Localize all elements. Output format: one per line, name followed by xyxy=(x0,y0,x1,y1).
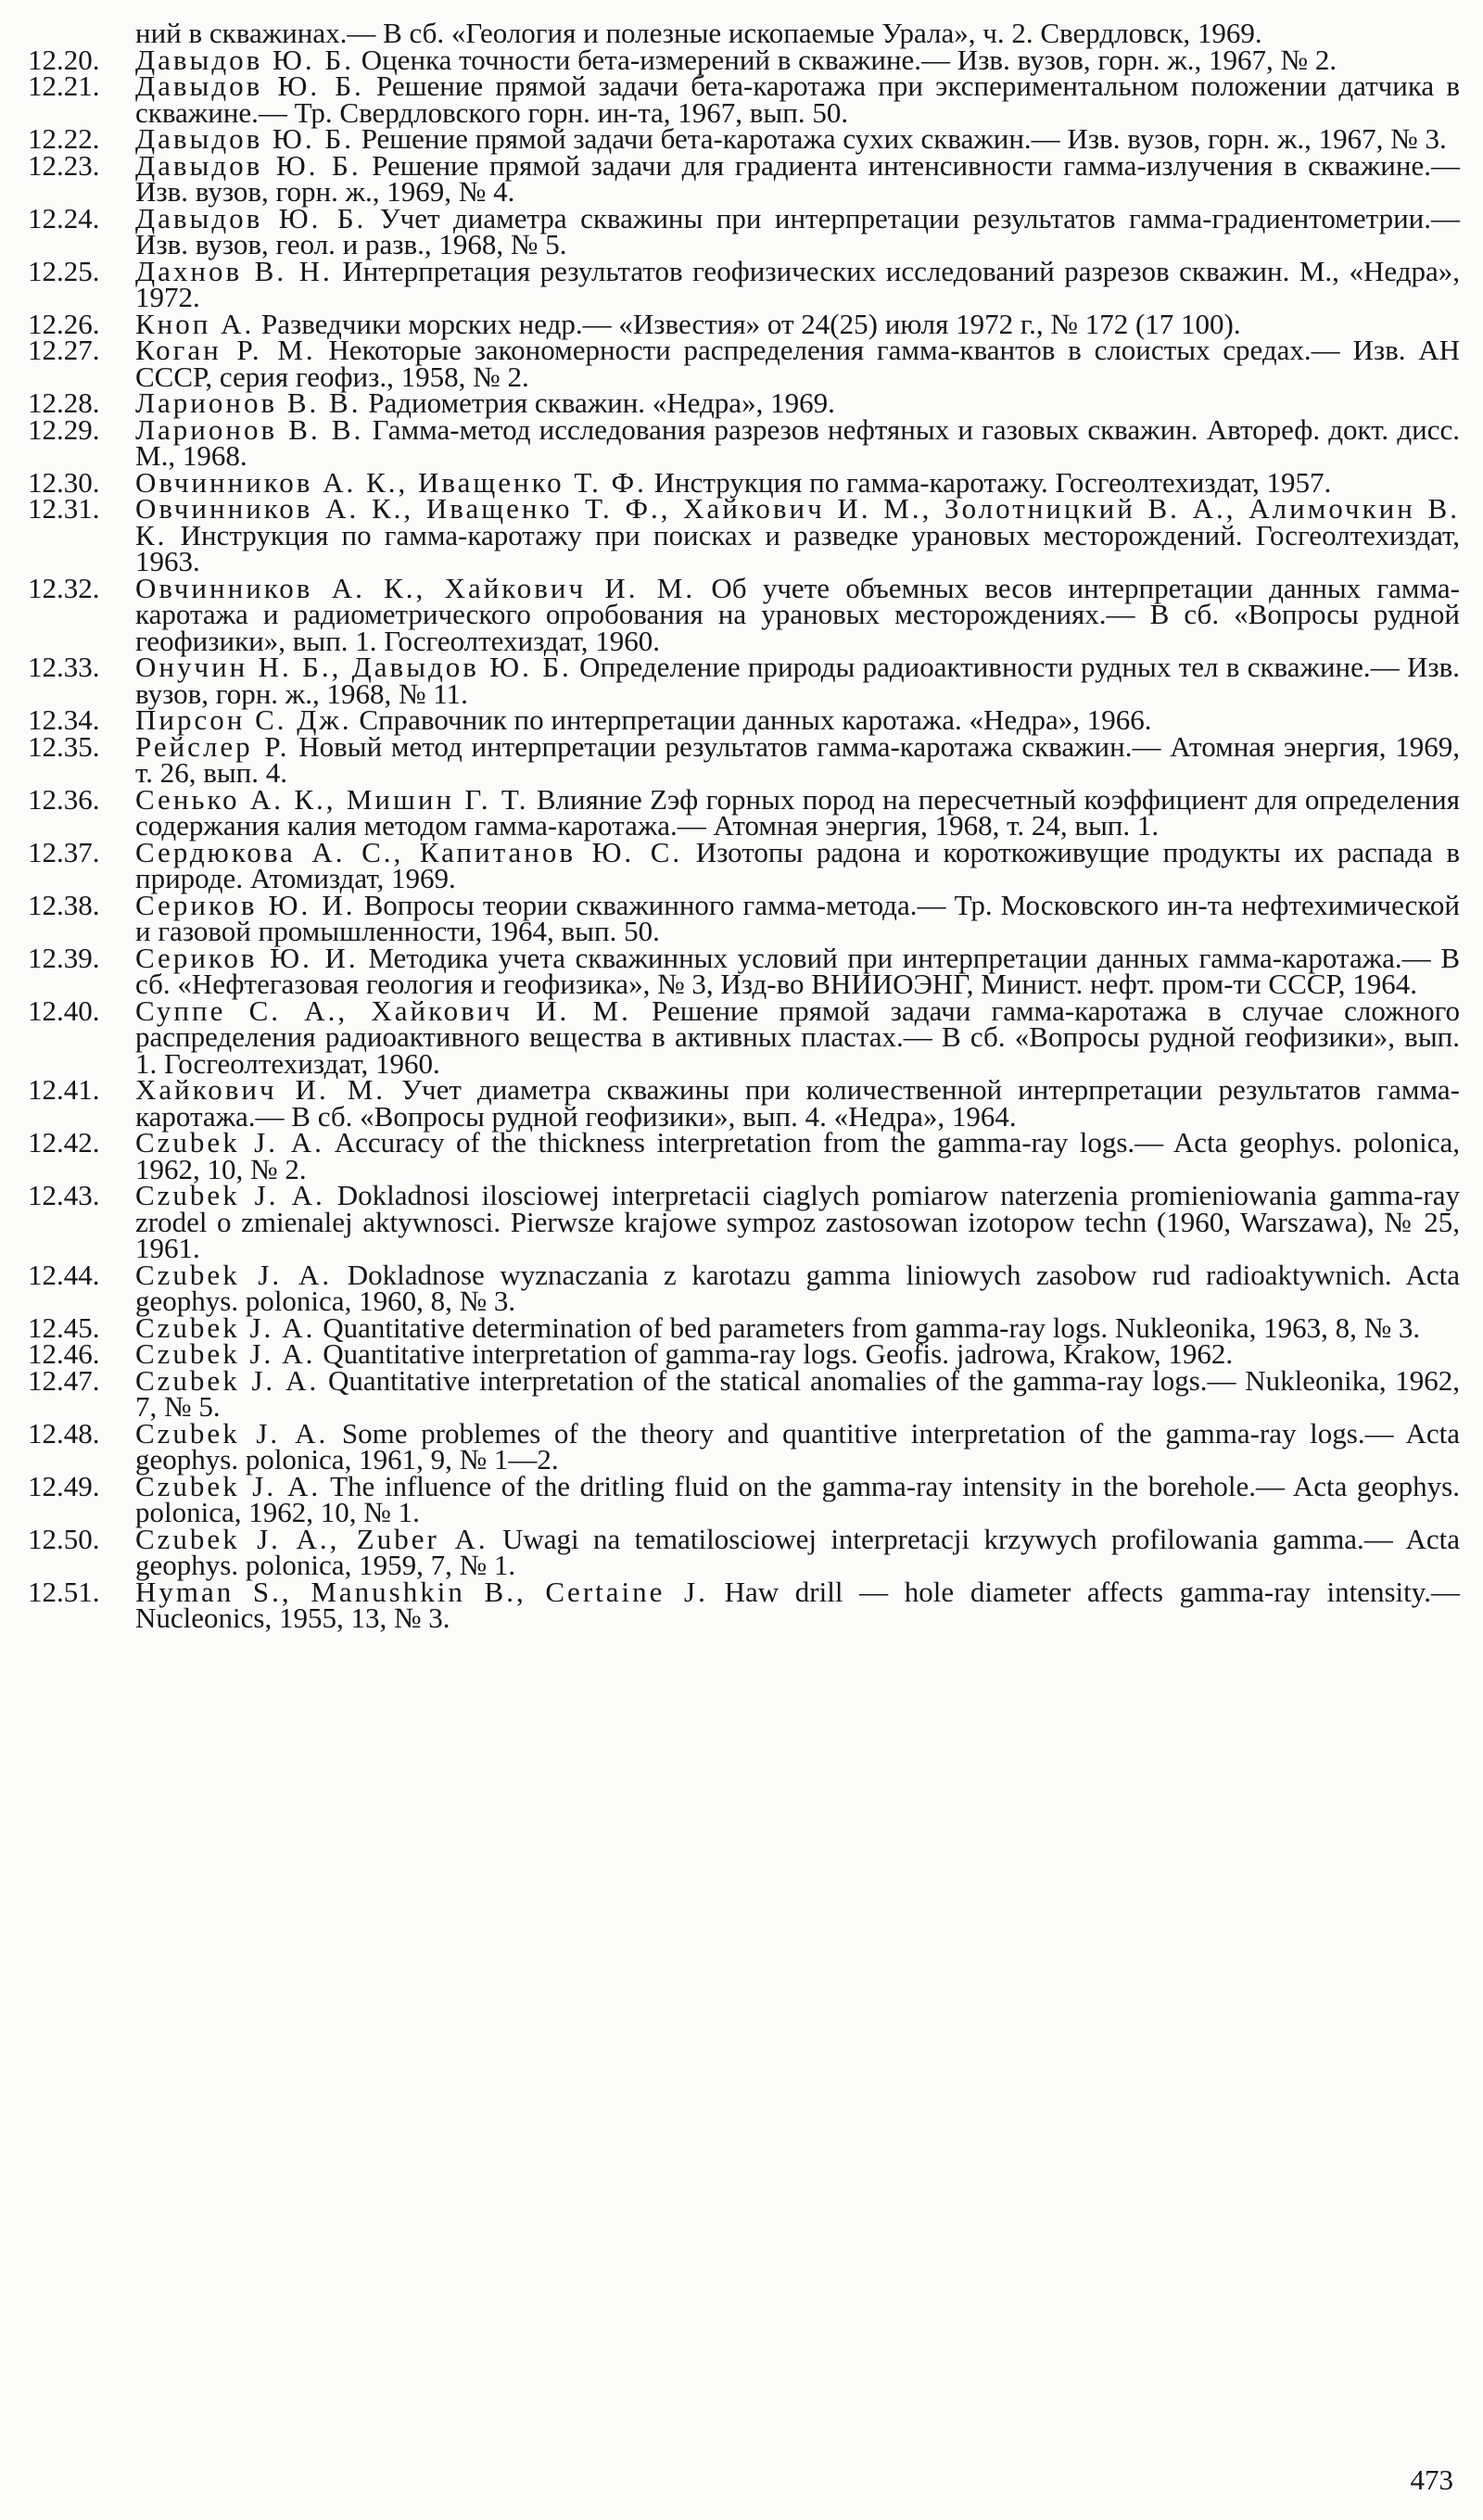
reference-author: Овчинников А. К., Иващенко Т. Ф. xyxy=(135,465,647,499)
reference-author: Давыдов Ю. Б. xyxy=(135,201,367,234)
reference-number: 12.50. xyxy=(28,1522,100,1555)
reference-text: Accuracy of the thickness interpretation from the gamma-ray logs.— Acta geophys. polonica, 1962, 10, № 2. xyxy=(135,1126,1460,1185)
reference-text: Справочник по интерпретации данных каротажа. «Недра», 1966. xyxy=(359,703,1152,736)
reference-number: 12.31. xyxy=(28,492,100,525)
reference-author: Czubek J. A. xyxy=(135,1311,316,1344)
reference-author: Czubek J. A., Zuber A. xyxy=(135,1522,488,1555)
reference-author: Ларионов В. В. xyxy=(135,412,364,446)
reference-number: 12.40. xyxy=(28,994,100,1027)
reference-text: Гамма-метод исследования разрезов нефтяных и газовых скважин. Автореф. докт. дисс. М., 1968. xyxy=(135,412,1460,472)
reference-number: 12.47. xyxy=(28,1363,100,1397)
reference-number: 12.30. xyxy=(28,465,100,499)
reference-author: Давыдов Ю. Б. xyxy=(135,122,354,155)
reference-entry xyxy=(28,201,1461,260)
reference-author: Давыдов Ю. Б. xyxy=(135,43,354,76)
reference-number: 12.28. xyxy=(28,386,100,419)
reference-number: 12.35. xyxy=(28,729,100,763)
reference-text: Определение природы радиоактивности рудных тел в скважине.— Изв. вузов, горн. ж., 1968, № 11. xyxy=(135,651,1460,710)
reference-author: Пирсон С. Дж. xyxy=(135,703,352,736)
reference-author: Czubek J. A. xyxy=(135,1337,316,1370)
reference-number: 12.38. xyxy=(28,888,100,921)
reference-entry xyxy=(28,1416,1461,1475)
reference-number: 12.44. xyxy=(28,1258,100,1291)
reference-number: 12.48. xyxy=(28,1416,100,1450)
reference-number: 12.34. xyxy=(28,703,100,736)
reference-text: Разведчики морских недр.— «Известия» от 24(25) июля 1972 г., № 172 (17 100). xyxy=(261,307,1241,340)
reference-text: Учет диаметра скважины при количественной интерпретации результатов гамма-каротажа.— В сб. «Вопросы рудной геофизики», вып. 4. «Недра», 1964. xyxy=(135,1073,1461,1133)
reference-author: Дахнов В. Н. xyxy=(135,254,333,287)
reference-text: Вопросы теории скважинного гамма-метода.— Тр. Московского ин-та нефтехимической и газовой промышленности, 1964, вып. 50. xyxy=(135,888,1461,947)
reference-text: Haw drill — hole diameter affects gamma-ray intensity.— Nucleonics, 1955, 13, № 3. xyxy=(135,1575,1460,1634)
reference-author: Hyman S., Manushkin B., Certaine J. xyxy=(135,1575,708,1608)
reference-author: Хайкович И. М. xyxy=(135,1073,387,1106)
reference-entry xyxy=(28,651,1460,710)
reference-author: Czubek J. A. xyxy=(135,1258,333,1291)
reference-entry xyxy=(28,1126,1460,1185)
reference-text: Оценка точности бета-измерений в скважине.— Изв. вузов, горн. ж., 1967, № 2. xyxy=(361,43,1337,76)
reference-entry xyxy=(28,941,1461,1000)
reference-text: Решение прямой задачи для градиента интенсивности гамма-излучения в скважине.— Изв. вузов, горн. ж., 1969, № 4. xyxy=(135,148,1460,208)
reference-text: Методика учета скважинных условий при интерпретации данных гамма-каротажа.— В сб. «Нефтегазовая геология и геофизика», № 3, Изд-во ВНИИОЭНГ, Минист. нефт. пром-ти СССР, 1964. xyxy=(135,941,1461,1000)
reference-entry xyxy=(28,1073,1461,1133)
reference-number: 12.33. xyxy=(28,651,100,683)
reference-entry xyxy=(28,729,1460,789)
reference-entry xyxy=(28,1522,1460,1581)
reference-number: 12.21. xyxy=(28,70,100,102)
reference-author: Рейслер Р. xyxy=(135,729,290,763)
reference-entries xyxy=(28,43,1461,1634)
reference-entry xyxy=(28,571,1461,657)
reference-author: Овчинников А. К., Иващенко Т. Ф., Хайкович И. М., Золотницкий В. А., Алимочкин В. К. xyxy=(135,492,1460,551)
reference-number: 12.51. xyxy=(28,1575,100,1608)
reference-text: Dokladnosi ilosciowej interpretacii ciaglych pomiarow naterzenia promieniowania gamma-ray zrodel o zmienalej aktywnosci. Pierwsze krajowe sympoz zastosowan izotopow techn (1960, Warszawa), № 25, 1961. xyxy=(135,1179,1461,1264)
reference-entry xyxy=(28,1363,1461,1423)
reference-text: Uwagi na tematilosciowej interpretacji krzywych profilowania gamma.— Acta geophys. polonica, 1959, 7, № 1. xyxy=(135,1522,1460,1581)
reference-number: 12.24. xyxy=(28,201,100,234)
reference-text: Some problemes of the theory and quantitive interpretation of the gamma-ray logs.— Acta geophys. polonica, 1961, 9, № 1—2. xyxy=(135,1416,1461,1475)
reference-author: Давыдов Ю. Б. xyxy=(135,148,361,182)
reference-author: Сердюкова А. С., Капитанов Ю. С. xyxy=(135,835,683,868)
reference-number: 12.49. xyxy=(28,1469,100,1502)
page-number: 473 xyxy=(1410,2463,1453,2496)
reference-text: Интерпретация результатов геофизических исследований разрезов скважин. М., «Недра», 1972. xyxy=(135,254,1460,313)
reference-number: 12.37. xyxy=(28,835,100,868)
reference-author: Давыдов Ю. Б. xyxy=(135,70,364,102)
reference-entry xyxy=(28,1575,1460,1634)
reference-text: Изотопы радона и короткоживущие продукты их распада в природе. Атомиздат, 1969. xyxy=(135,835,1460,894)
reference-number: 12.41. xyxy=(28,1073,100,1106)
reference-number: 12.23. xyxy=(28,148,100,182)
reference-entry xyxy=(28,994,1461,1080)
reference-number: 12.39. xyxy=(28,941,100,974)
reference-text: Радиометрия скважин. «Недра», 1969. xyxy=(368,386,835,419)
reference-text: Quantitative interpretation of gamma-ray logs. Geofis. jadrowa, Krakow, 1962. xyxy=(323,1337,1234,1370)
reference-text: Решение прямой задачи бета-каротажа при экспериментальном положении датчика в скважине.— Тр. Свердловского горн. ин-та, 1967, вып. 50. xyxy=(135,70,1460,129)
reference-author: Коган Р. М. xyxy=(135,334,316,366)
reference-number: 12.36. xyxy=(28,782,100,816)
reference-entry xyxy=(28,70,1460,129)
reference-entry xyxy=(28,1469,1460,1528)
reference-number: 12.26. xyxy=(28,307,100,340)
reference-entry xyxy=(28,1258,1460,1317)
reference-entry xyxy=(28,254,1460,313)
reference-text: Об учете объемных весов интерпретации данных гамма-каротажа и радиометрического опробования на урановых месторождениях.— В сб. «Вопросы рудной геофизики», вып. 1. Госгеолтехиздат, 1960. xyxy=(135,571,1461,657)
reference-text: Решение прямой задачи гамма-каротажа в случае сложного распределения радиоактивного вещества в активных пластах.— В сб. «Вопросы рудной геофизики», вып. 1. Госгеолтехиздат, 1960. xyxy=(135,994,1461,1080)
reference-author: Кноп А. xyxy=(135,307,255,340)
reference-text: The influence of the dritling fluid on the gamma-ray intensity in the borehole.— Acta geophys. polonica, 1962, 10, № 1. xyxy=(135,1469,1460,1528)
reference-number: 12.27. xyxy=(28,334,100,366)
reference-text: Инструкция по гамма-каротажу. Госгеолтехиздат, 1957. xyxy=(653,465,1332,499)
reference-number: 12.25. xyxy=(28,254,100,287)
reference-number: 12.43. xyxy=(28,1179,100,1211)
reference-text: Quantitative interpretation of the statical anomalies of the gamma-ray logs.— Nukleonika, 1962, 7, № 5. xyxy=(135,1363,1461,1423)
reference-author: Суппе С. А., Хайкович И. М. xyxy=(135,994,631,1027)
reference-author: Сериков Ю. И. xyxy=(135,888,356,921)
reference-number: 12.42. xyxy=(28,1126,100,1159)
reference-text: Учет диаметра скважины при интерпретации результатов гамма-градиентометрии.— Изв. вузов, геол. и разв., 1968, № 5. xyxy=(135,201,1461,260)
reference-author: Ларионов В. В. xyxy=(135,386,361,419)
reference-author: Czubek J. A. xyxy=(135,1416,329,1450)
reference-author: Овчинников А. К., Хайкович И. М. xyxy=(135,571,696,604)
reference-number: 12.46. xyxy=(28,1337,100,1370)
reference-list xyxy=(28,17,1461,1634)
continuation-text: ний в скважинах.— В сб. «Геология и полезные ископаемые Урала», ч. 2. Свердловск, 1969. xyxy=(135,17,1262,49)
reference-text: Инструкция по гамма-каротажу при поисках и разведке урановых месторождений. Госгеолтехиздат, 1963. xyxy=(135,518,1460,577)
reference-text: Решение прямой задачи бета-каротажа сухих скважин.— Изв. вузов, горн. ж., 1967, № 3. xyxy=(361,122,1447,155)
reference-entry xyxy=(28,888,1461,947)
reference-number: 12.32. xyxy=(28,571,100,604)
reference-text: Новый метод интерпретации результатов гамма-каротажа скважин.— Атомная энергия, 1969, т. 26, вып. 4. xyxy=(135,729,1460,789)
reference-number: 12.22. xyxy=(28,122,100,155)
reference-number: 12.20. xyxy=(28,43,100,76)
reference-entry xyxy=(28,492,1460,577)
reference-entry xyxy=(28,148,1460,208)
reference-entry xyxy=(28,1179,1461,1264)
reference-number: 12.45. xyxy=(28,1311,100,1344)
reference-entry xyxy=(28,412,1460,472)
reference-author: Czubek J. A. xyxy=(135,1363,320,1397)
reference-entry xyxy=(28,334,1460,393)
reference-author: Czubek J. A. xyxy=(135,1179,325,1211)
reference-entry xyxy=(28,782,1461,842)
reference-text: Dokladnose wyznaczania z karotazu gamma liniowych zasobow rud radioaktywnich. Acta geophys. polonica, 1960, 8, № 3. xyxy=(135,1258,1460,1317)
reference-author: Czubek J. A. xyxy=(135,1126,324,1159)
reference-text: Влияние Zэф горных пород на пересчетный коэффициент для определения содержания калия методом гамма-каротажа.— Атомная энергия, 1968, т. 24, вып. 1. xyxy=(135,782,1461,842)
reference-author: Сериков Ю. И. xyxy=(135,941,359,974)
reference-author: Онучин Н. Б., Давыдов Ю. Б. xyxy=(135,651,572,683)
reference-text: Quantitative determination of bed parameters from gamma-ray logs. Nukleonika, 1963, 8, № 3. xyxy=(323,1311,1421,1344)
reference-author: Сенько А. К., Мишин Г. Т. xyxy=(135,782,529,816)
reference-text: Некоторые закономерности распределения гамма-квантов в слоистых средах.— Изв. АН СССР, серия геофиз., 1958, № 2. xyxy=(135,334,1460,393)
reference-number: 12.29. xyxy=(28,412,100,446)
reference-author: Czubek J. A. xyxy=(135,1469,322,1502)
reference-entry xyxy=(28,835,1460,894)
